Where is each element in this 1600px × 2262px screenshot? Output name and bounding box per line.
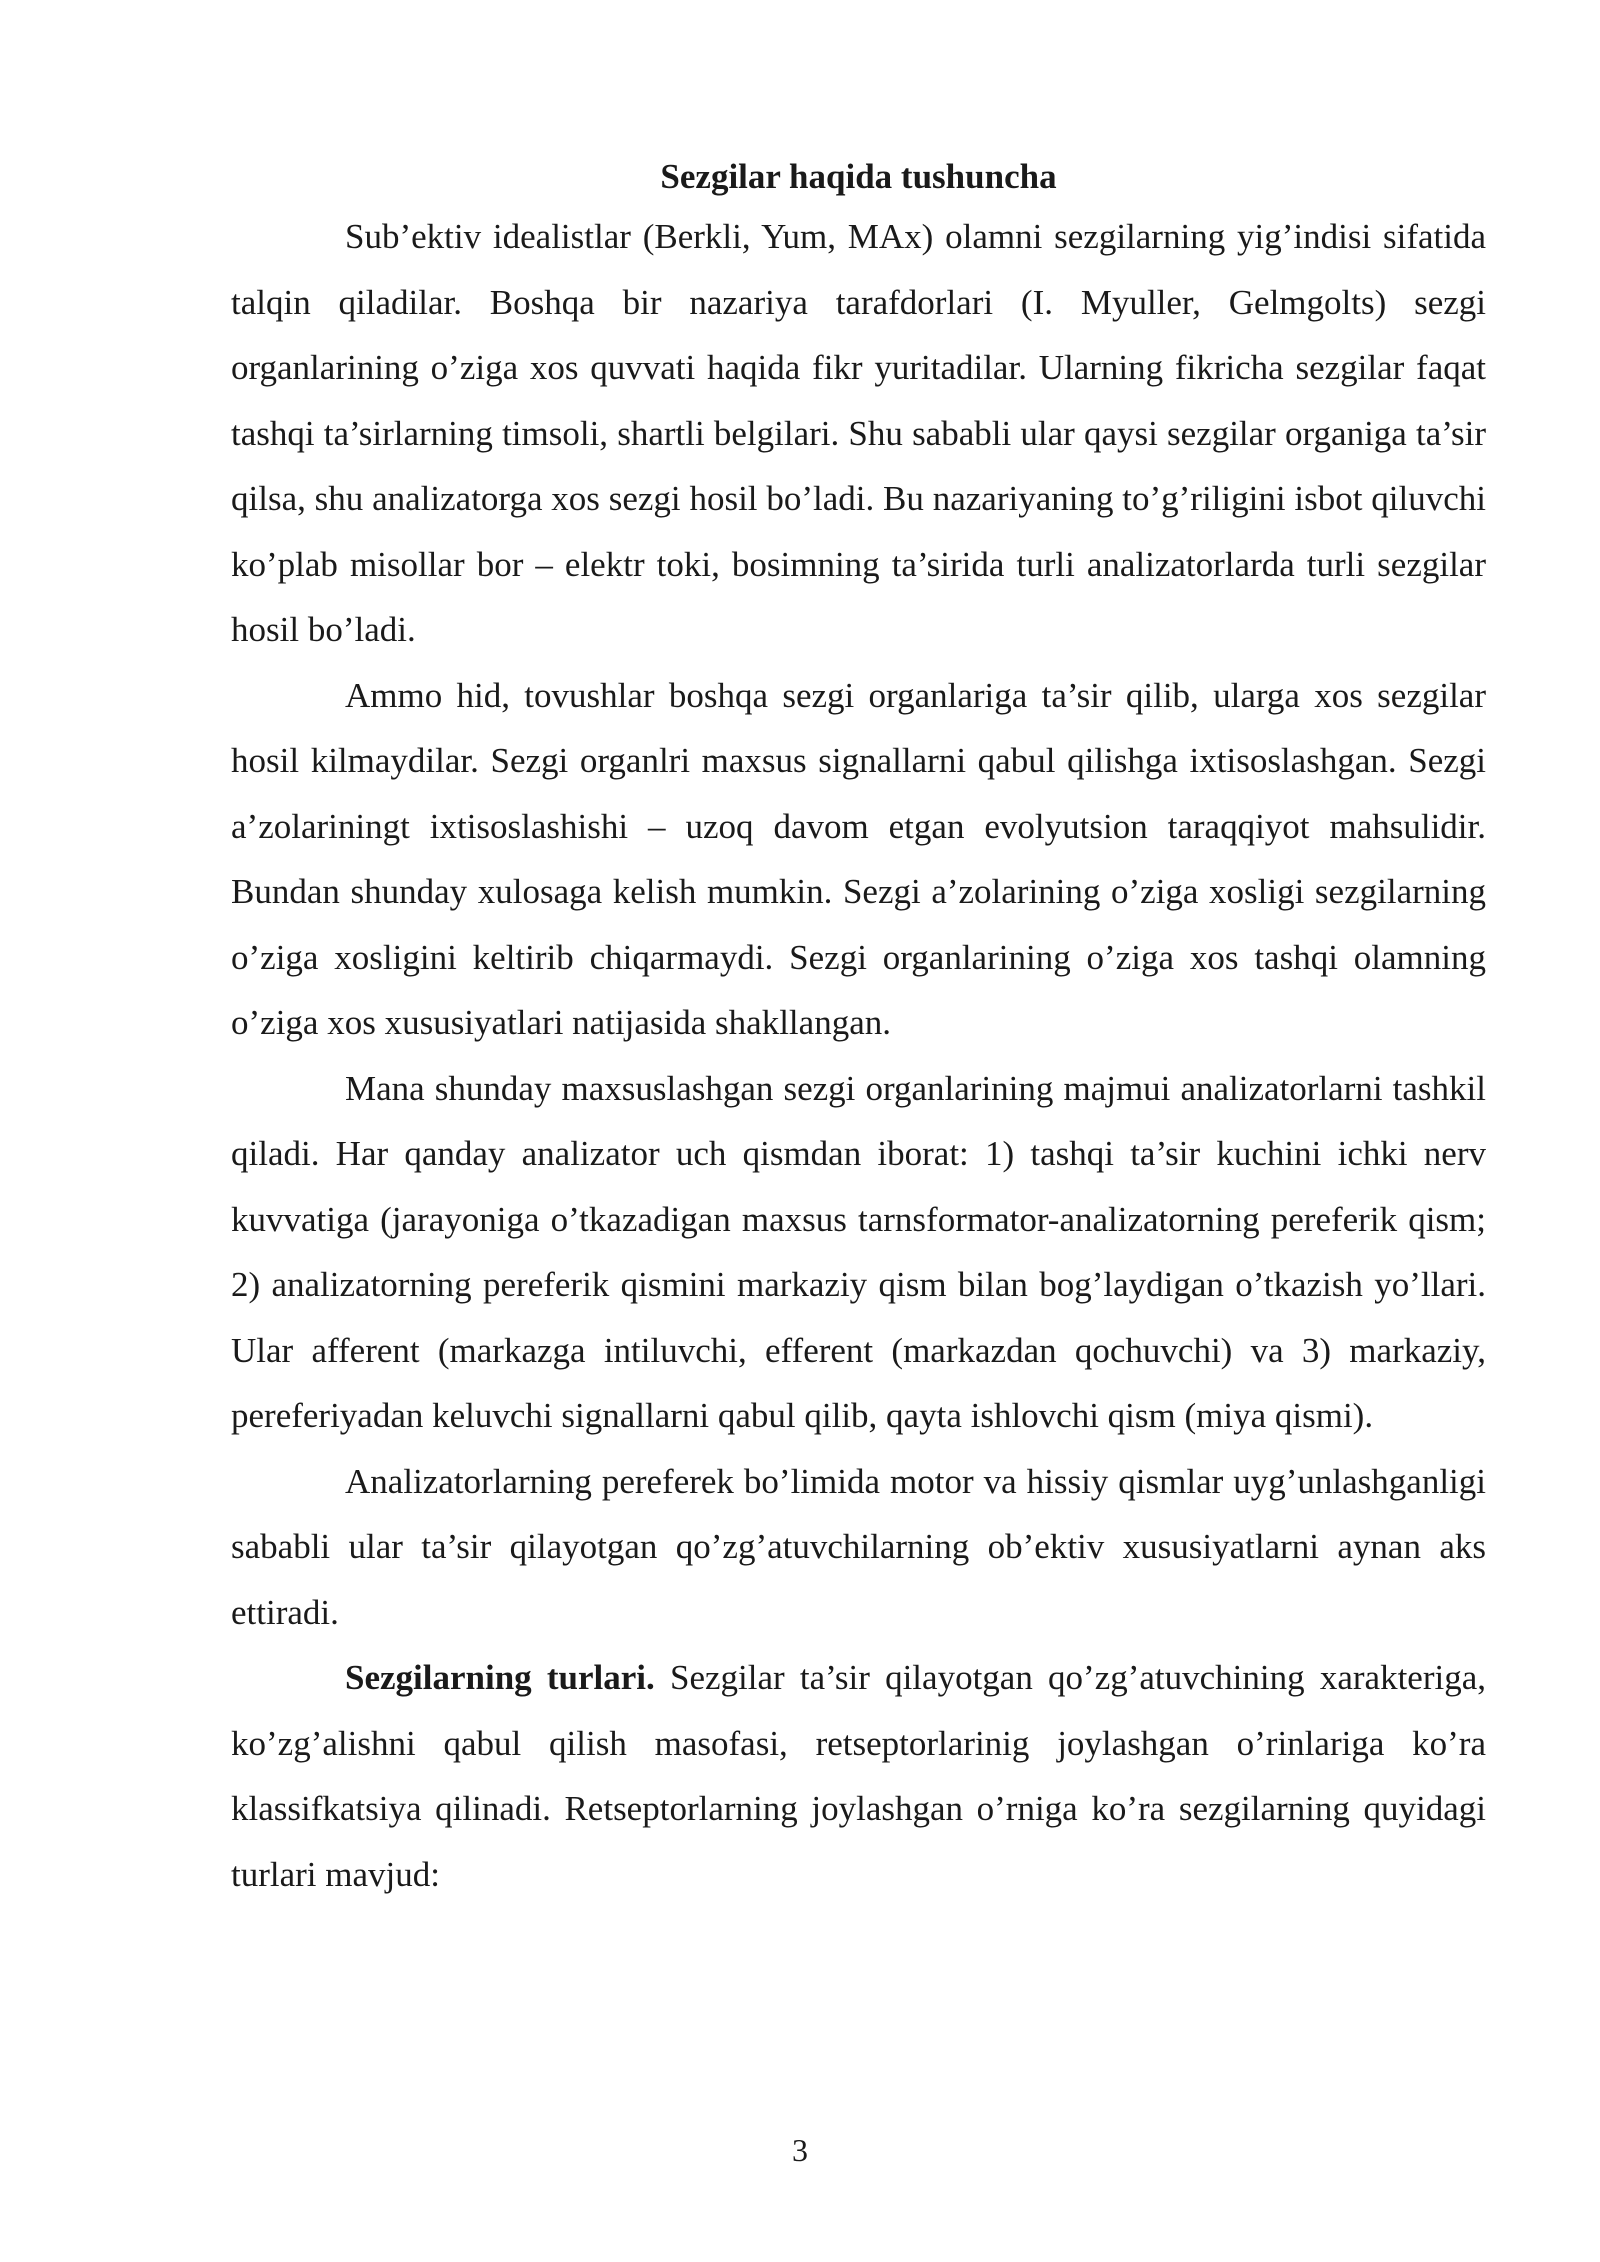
paragraph-3	[231, 1056, 1486, 1449]
paragraph-2	[231, 663, 1486, 1056]
paragraph-4-text: Analizatorlarning pereferek bo’limida motor va hissiy qismlar uyg’unlashganligi sababli ular ta’sir qilayotgan qo’zg’atuvchilarning ob’ektiv xususiyatlarni aynan aks ettiradi.	[231, 1461, 1486, 1632]
paragraph-2-text: Ammo hid, tovushlar boshqa sezgi organlariga ta’sir qilib, ularga xos sezgilar hosil kilmaydilar. Sezgi organlri maxsus signallarni qabul qilishga ixtisoslashgan. Sezgi a’zolariningt ixtisoslashishi – uzoq davom etgan evolyutsion taraqqiyot mahsulidir. Bundan shunday xulosaga kelish mumkin. Sezgi a’zolarining o’ziga xosligi sezgilarning o’ziga xosligini keltirib chiqarmaydi. Sezgi organlarining o’ziga xos tashqi olamning o’ziga xos xususiyatlari natijasida shakllangan.	[231, 675, 1486, 1042]
paragraph-4	[231, 1449, 1486, 1646]
paragraph-5-text: Sezgilar ta’sir qilayotgan qo’zg’atuvchining xarakteriga, ko’zg’alishni qabul qilish masofasi, retseptorlarinig joylashgan o’rinlariga ko’ra klassifkatsiya qilinadi. Retseptorlarning joylashgan o’rniga ko’ra sezgilarning quyidagi turlari mavjud:	[231, 1658, 1486, 1894]
page-number: 3	[792, 2132, 808, 2168]
paragraph-1-text: Sub’ektiv idealistlar (Berkli, Yum, MAx) olamni sezgilarning yig’indisi sifatida talqin qiladilar. Boshqa bir nazariya tarafdorlari (I. Myuller, Gelmgolts) sezgi organlarining o’ziga xos quvvati haqida fikr yuritadilar. Ularning fikricha sezgilar faqat tashqi ta’sirlarning timsoli, shartli belgilari. Shu sababli ular qaysi sezgilar organiga ta’sir qilsa, shu analizatorga xos sezgi hosil bo’ladi. Bu nazariyaning to’g’riligini isbot qiluvchi ko’plab misollar bor – elektr toki, bosimning ta’sirida turli analizatorlarda turli sezgilar hosil bo’ladi.	[231, 217, 1486, 649]
paragraph-3-text: Mana shunday maxsuslashgan sezgi organlarining majmui analizatorlarni tashkil qiladi. Har qanday analizator uch qismdan iborat: 1) tashqi ta’sir kuchini ichki nerv kuvvatiga (jarayoniga o’tkazadigan maxsus tarnsformator-analizatorning pereferik qism; 2) analizatorning pereferik qismini markaziy qism bilan bog’laydigan o’tkazish yo’llari. Ular afferent (markazga intiluvchi, efferent (markazdan qochuvchi) va 3) markaziy, pereferiyadan keluvchi signallarni qabul qilib, qayta ishlovchi qism (miya qismi).	[231, 1068, 1486, 1435]
paragraph-5-lead: Sezgilarning turlari.	[345, 1658, 655, 1697]
paragraph-1	[231, 204, 1486, 663]
paragraph-5	[231, 1645, 1486, 1907]
section-title: Sezgilar haqida tushuncha	[660, 157, 1057, 196]
page-content	[231, 150, 1486, 1907]
